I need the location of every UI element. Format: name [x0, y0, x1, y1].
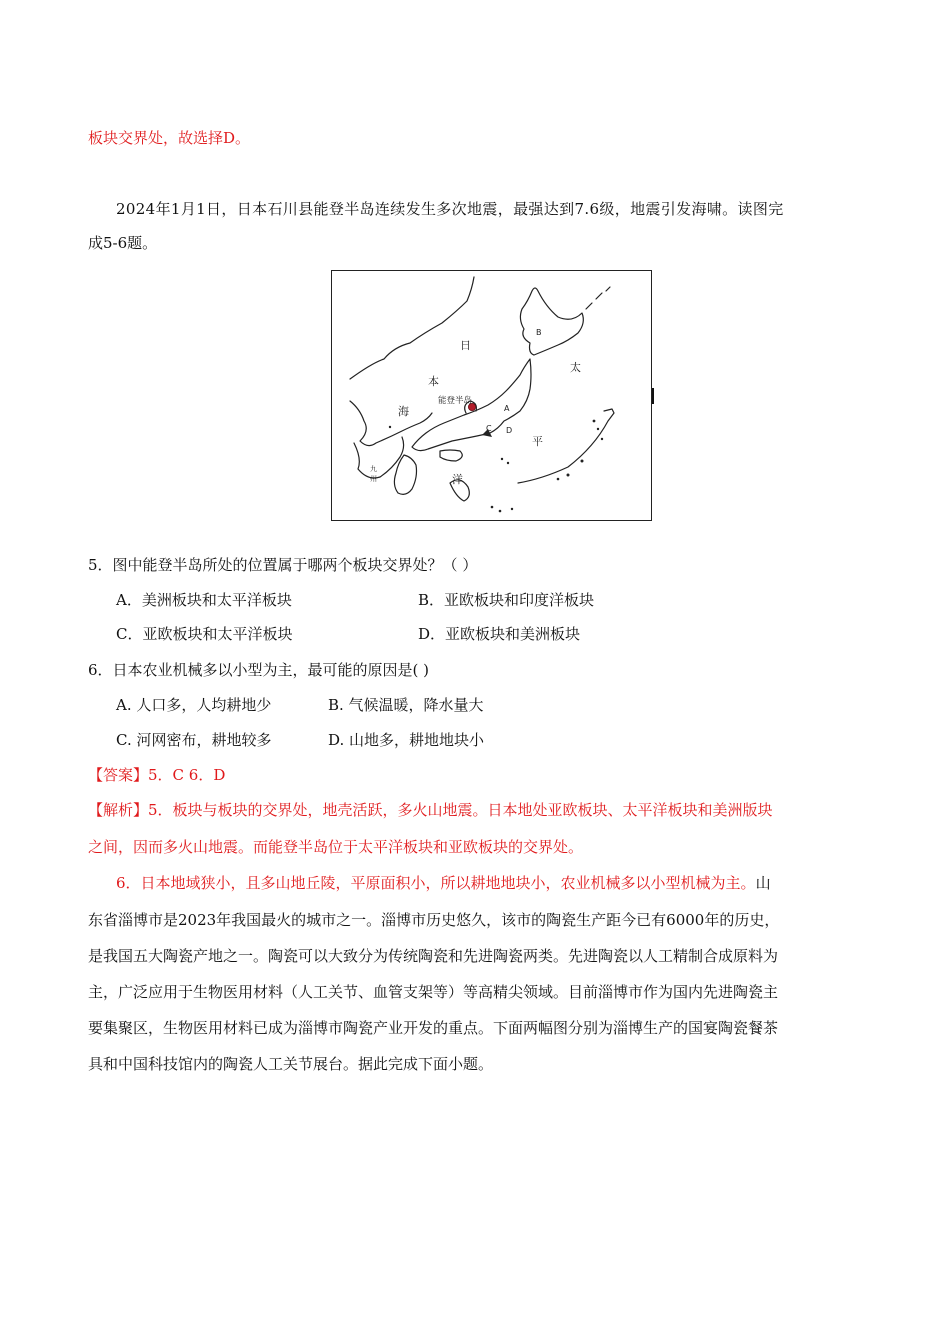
q5-stem: 5．图中能登半岛所处的位置属于哪两个板块交界处？（ ） [88, 556, 478, 574]
map-label-ping: 平 [532, 435, 543, 448]
q6-stem: 6．日本农业机械多以小型为主，最可能的原因是( ) [88, 661, 430, 679]
mainland-coast [350, 277, 474, 446]
map-label-peninsula: 能登半岛 [438, 396, 473, 406]
map-label-A: A [504, 404, 510, 413]
passage-line-4: 要集聚区，生物医用材料已成为淄博市陶瓷产业开发的重点。下面两幅图分别为淄博生产的国宴陶瓷餐茶 [88, 1019, 779, 1037]
map-label-kyushu-2: 州 [370, 475, 377, 483]
map-label-tai: 太 [570, 361, 581, 374]
map-label-C: C [486, 424, 492, 433]
hokkaido-coast [520, 288, 583, 355]
japan-map [331, 270, 652, 521]
analysis-line-2: 之间，因而多火山地震。而能登半岛位于太平洋板块和亚欧板块的交界处。 [88, 838, 584, 856]
continuation-text: 板块交界处，故选择D。 [88, 129, 251, 147]
q6-option-a: A. 人口多，人均耕地少 [116, 696, 272, 714]
passage-line-1: 东省淄博市是2023年我国最火的城市之一。淄博市历史悠久，该市的陶瓷生产距今已有6000年的历史， [88, 911, 780, 929]
passage-line-2: 是我国五大陶瓷产地之一。陶瓷可以大致分为传统陶瓷和先进陶瓷两类。先进陶瓷以人工精制合成原料为 [88, 947, 779, 965]
q6-option-b: B. 气候温暖，降水量大 [328, 696, 484, 714]
q5-option-a: A．美洲板块和太平洋板块 [116, 591, 292, 609]
analysis-q6-explanation: 6．日本地域狭小，且多山地丘陵，平原面积小，所以耕地地块小，农业机械多以小型机械为主。 [116, 874, 756, 892]
map-label-yang: 洋 [452, 473, 463, 486]
map-label-B: B [536, 328, 542, 337]
answer-line: 【答案】5．C 6．D [88, 766, 226, 784]
text-cursor-mark [652, 388, 654, 404]
map-label-hai: 海 [398, 405, 409, 418]
intro-line-2: 成5-6题。 [88, 234, 158, 252]
q5-option-b: B．亚欧板块和印度洋板块 [418, 591, 595, 609]
map-label-D: D [506, 426, 513, 435]
kuril-islands [586, 287, 610, 309]
shikoku-coast [440, 450, 462, 461]
q6-option-d: D. 山地多，耕地地块小 [328, 731, 485, 749]
q5-option-d: D．亚欧板块和美洲板块 [418, 625, 581, 643]
q5-option-c: C．亚欧板块和太平洋板块 [116, 625, 293, 643]
analysis-line-1: 【解析】5．板块与板块的交界处，地壳活跃，多火山地震。日本地处亚欧板块、太平洋板块和美洲版块 [88, 801, 773, 819]
map-label-kyushu-1: 九 [370, 465, 377, 473]
passage-line-3: 主，广泛应用于生物医用材料（人工关节、血管支架等）等高精尖领域。目前淄博市作为国内先进陶瓷主 [88, 983, 779, 1001]
map-label-ri: 日 [460, 339, 471, 352]
intro-line-1: 2024年1月1日，日本石川县能登半岛连续发生多次地震，最强达到7.6级，地震引发海啸。读图完 [116, 200, 784, 218]
passage-line-5: 具和中国科技馆内的陶瓷人工关节展台。据此完成下面小题。 [88, 1055, 494, 1073]
analysis-line-3 [116, 873, 771, 893]
japan-map-drawing [332, 271, 650, 519]
passage-start: 山 [755, 874, 771, 892]
q6-option-c: C. 河网密布，耕地较多 [116, 731, 272, 749]
map-label-ben: 本 [428, 375, 439, 388]
